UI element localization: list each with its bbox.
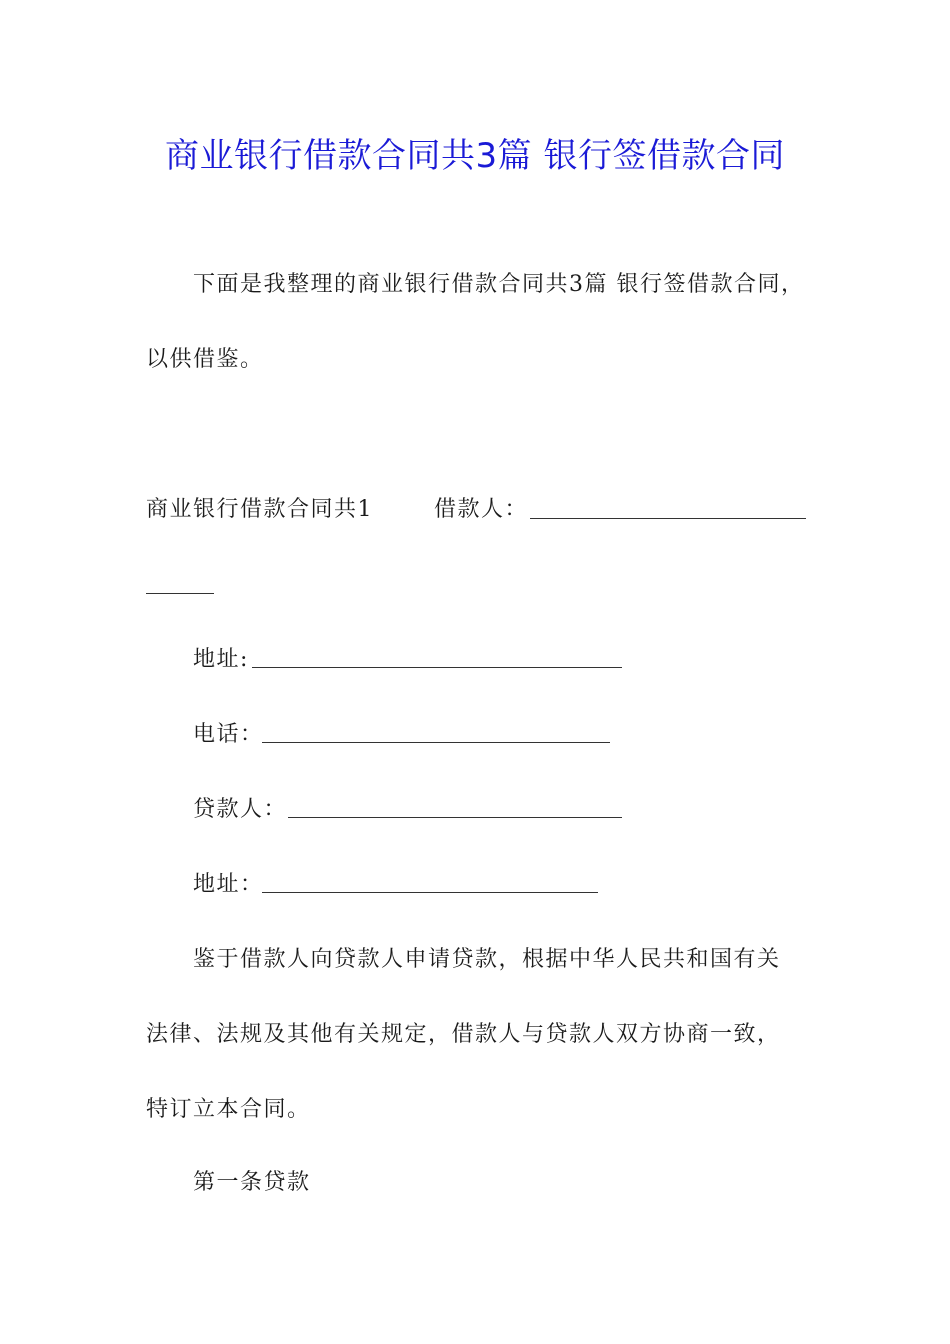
lender-label: 贷款人： xyxy=(193,797,288,822)
lender-address-label: 地址： xyxy=(193,872,264,897)
intro-line-2: 以供借鉴。 xyxy=(146,347,264,372)
borrower-label: 借款人： xyxy=(434,497,529,522)
borrower-phone-blank[interactable] xyxy=(262,742,610,743)
article-1-heading: 第一条贷款 xyxy=(193,1170,311,1195)
borrower-address-label: 地址: xyxy=(193,647,249,672)
preamble-line-3: 特订立本合同。 xyxy=(146,1097,311,1122)
preamble-line-2: 法律、法规及其他有关规定，借款人与贷款人双方协商一致， xyxy=(146,1022,781,1047)
lender-blank[interactable] xyxy=(288,817,622,818)
borrower-address-blank[interactable] xyxy=(252,667,622,668)
borrower-blank[interactable] xyxy=(530,518,806,519)
borrower-blank-continued[interactable] xyxy=(146,593,214,594)
section-heading: 商业银行借款合同共1 xyxy=(146,497,373,522)
document-title: 商业银行借款合同共3篇 银行签借款合同 xyxy=(165,136,785,176)
lender-address-blank[interactable] xyxy=(262,892,598,893)
intro-line-1: 下面是我整理的商业银行借款合同共3篇 银行签借款合同， xyxy=(193,272,805,297)
borrower-phone-label: 电话： xyxy=(193,722,264,747)
preamble-line-1: 鉴于借款人向贷款人申请贷款，根据中华人民共和国有关 xyxy=(193,947,781,972)
